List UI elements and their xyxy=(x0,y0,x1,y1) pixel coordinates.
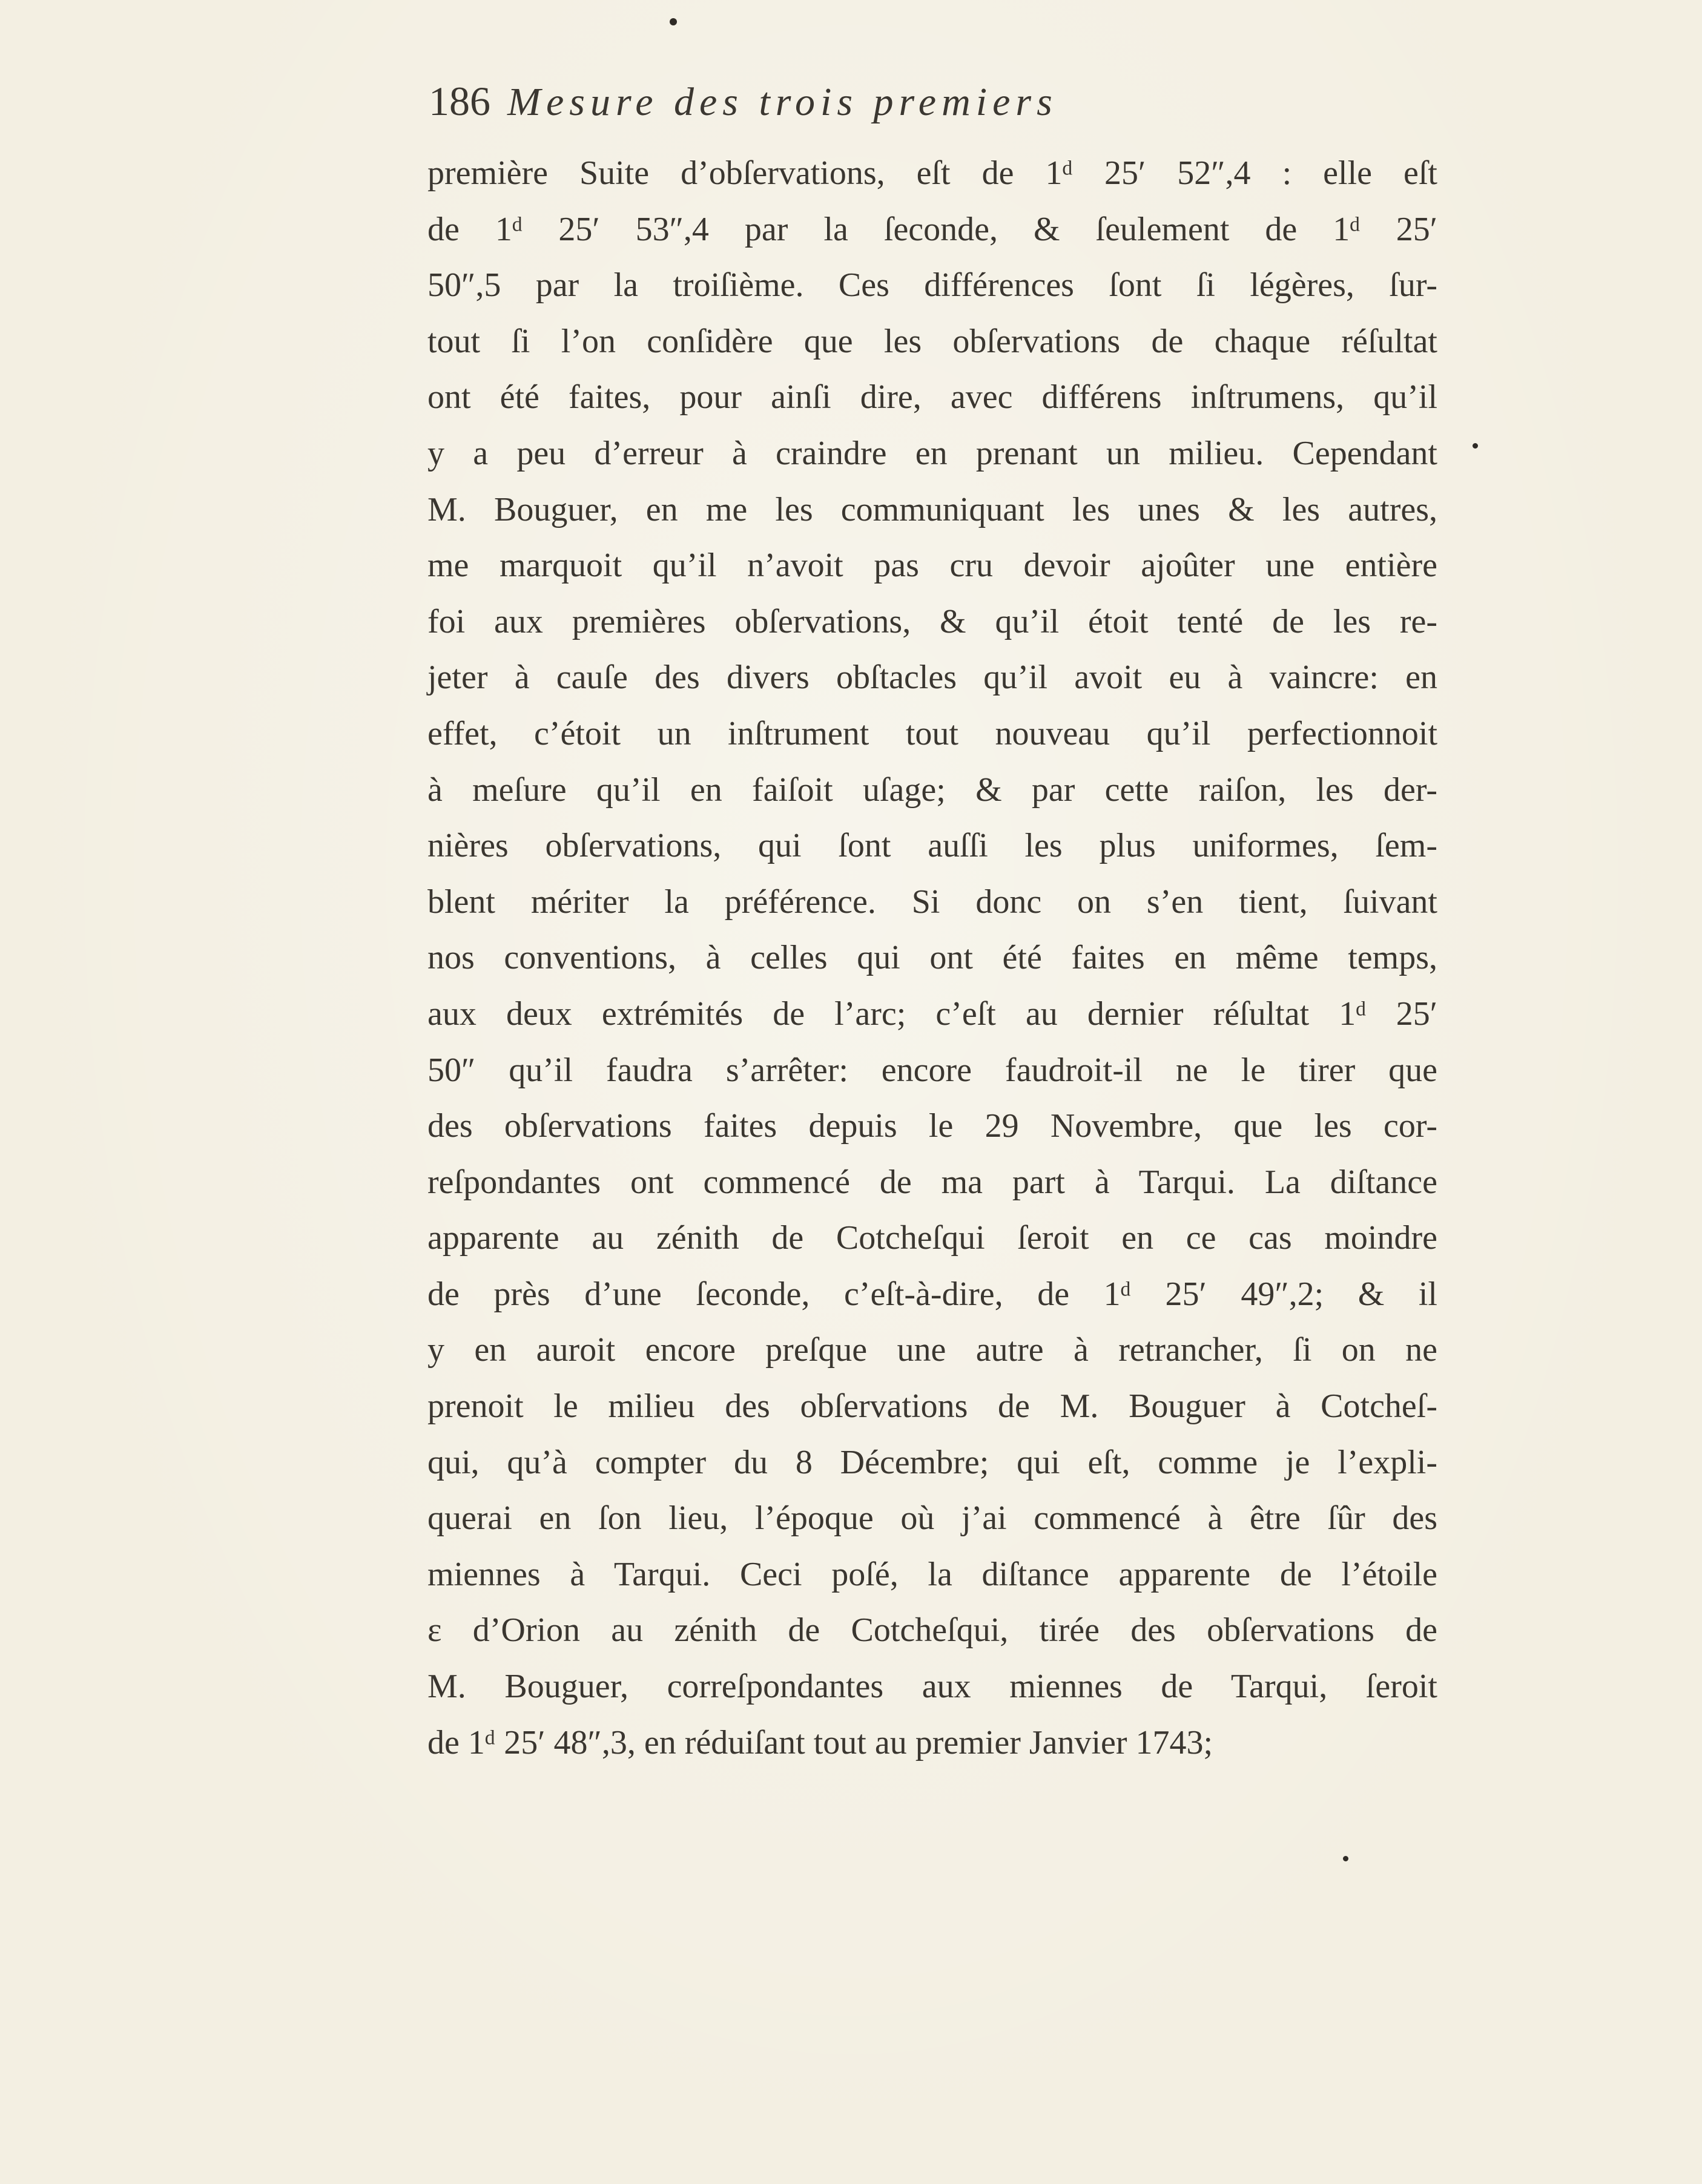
text-line-3: 50″,5 par la troiſième. Ces différences ſont ſi légères, ſur- xyxy=(427,266,1437,304)
text-line-9: foi aux premières obſervations, & qu’il étoit tenté de les re- xyxy=(427,602,1437,640)
text-line-6: y a peu d’erreur à craindre en prenant un milieu. Cependant xyxy=(427,434,1437,472)
page-number: 186 xyxy=(429,78,490,124)
text-line-12: à meſure qu’il en faiſoit uſage; & par cette raiſon, les der- xyxy=(427,771,1437,809)
text-line-23: prenoit le milieu des obſervations de M. Bouguer à Cotcheſ- xyxy=(427,1387,1437,1426)
body-text xyxy=(427,145,1437,1771)
text-line-4: tout ſi l’on conſidère que les obſervations de chaque réſultat xyxy=(427,322,1437,360)
text-line-14: blent mériter la préférence. Si donc on s’en tient, ſuivant xyxy=(427,883,1437,921)
text-line-5: ont été faites, pour ainſi dire, avec différens inſtrumens, qu’il xyxy=(427,378,1437,416)
text-line-18: des obſervations faites depuis le 29 Novembre, que les cor- xyxy=(427,1107,1437,1145)
text-line-20: apparente au zénith de Cotcheſqui ſeroit en ce cas moindre xyxy=(427,1219,1437,1257)
text-line-13: nières obſervations, qui ſont auſſi les plus uniformes, ſem- xyxy=(427,827,1437,865)
text-line-15: nos conventions, à celles qui ont été faites en même temps, xyxy=(427,939,1437,977)
ink-speck xyxy=(670,18,677,25)
text-line-28: M. Bouguer, correſpondantes aux miennes de Tarqui, ſeroit xyxy=(427,1668,1437,1706)
text-line-24: qui, qu’à compter du 8 Décembre; qui eſt, comme je l’expli- xyxy=(427,1443,1437,1481)
text-line-21: de près d’une ſeconde, c’eſt-à-dire, de 1ᵈ 25′ 49″,2; & il xyxy=(427,1275,1437,1313)
text-line-8: me marquoit qu’il n’avoit pas cru devoir ajoûter une entière xyxy=(427,547,1437,585)
text-line-22: y en auroit encore preſque une autre à retrancher, ſi on ne xyxy=(427,1331,1437,1369)
running-head: Mesure des trois premiers xyxy=(507,80,1058,124)
page-header xyxy=(429,77,1337,144)
text-line-19: reſpondantes ont commencé de ma part à Tarqui. La diſtance xyxy=(427,1163,1437,1201)
text-line-25: querai en ſon lieu, l’époque où j’ai commencé à être ſûr des xyxy=(427,1499,1437,1538)
text-line-11: effet, c’étoit un inſtrument tout nouveau qu’il perfectionnoit xyxy=(427,714,1437,752)
text-line-26: miennes à Tarqui. Ceci poſé, la diſtance apparente de l’étoile xyxy=(427,1555,1437,1593)
text-line-7: M. Bouguer, en me les communiquant les unes & les autres, xyxy=(427,490,1437,528)
text-line-17: 50″ qu’il faudra s’arrêter: encore faudroit-il ne le tirer que xyxy=(427,1051,1437,1089)
ink-speck xyxy=(1473,443,1478,449)
ink-speck xyxy=(1343,1856,1348,1861)
text-line-1: première Suite d’obſervations, eſt de 1ᵈ 25′ 52″,4 : elle eſt xyxy=(427,154,1437,192)
text-line-10: jeter à cauſe des divers obſtacles qu’il avoit eu à vaincre: en xyxy=(427,659,1437,697)
text-line-16: aux deux extrémités de l’arc; c’eſt au dernier réſultat 1ᵈ 25′ xyxy=(427,995,1437,1033)
text-line-27: ε d’Orion au zénith de Cotcheſqui, tirée des obſervations de xyxy=(427,1611,1437,1650)
text-line-2: de 1ᵈ 25′ 53″,4 par la ſeconde, & ſeulement de 1ᵈ 25′ xyxy=(427,210,1437,248)
text-line-29: de 1ᵈ 25′ 48″,3, en réduiſant tout au premier Janvier 1743; xyxy=(427,1723,1213,1761)
